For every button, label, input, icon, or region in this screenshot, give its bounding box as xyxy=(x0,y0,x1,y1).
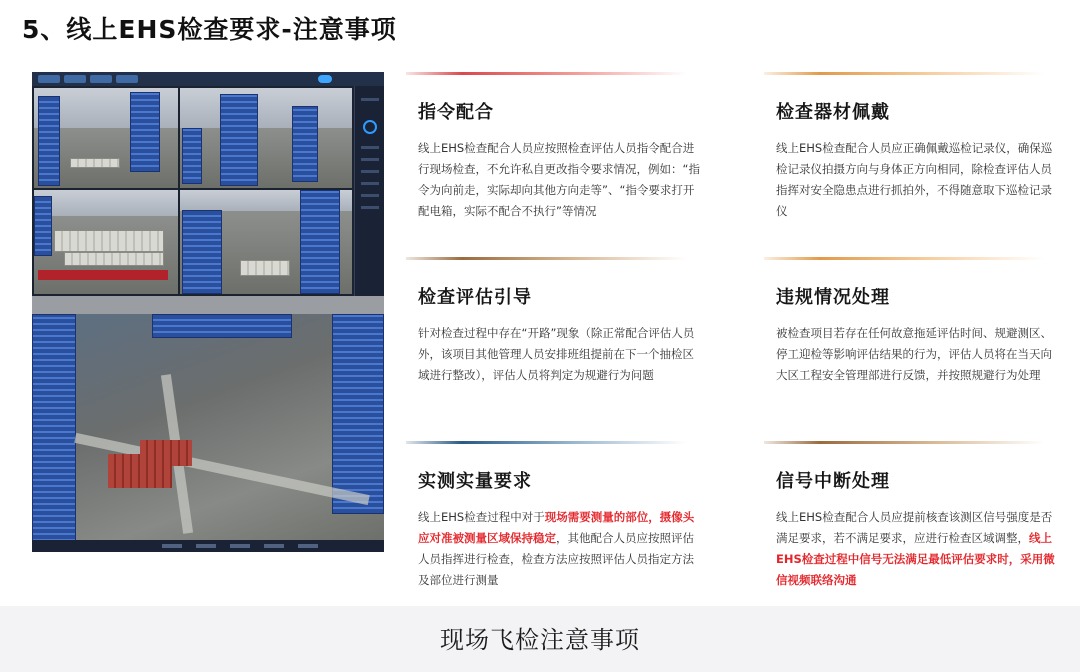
section-violation-handling xyxy=(764,257,1064,437)
section-body xyxy=(776,507,1058,591)
camera-feed-large xyxy=(32,314,384,552)
section-equipment-wearing xyxy=(764,72,1064,252)
camera-toolbar xyxy=(32,72,384,86)
body-text: 线上EHS检查配合人员应提前核查该测区信号强度是否满足要求，若不满足要求，应进行检查区域调整， xyxy=(776,510,1053,545)
footer-bar xyxy=(0,606,1080,672)
section-body xyxy=(776,323,1058,386)
toolbar-tab xyxy=(38,75,60,83)
section-measurement-requirements xyxy=(406,441,706,601)
section-rule xyxy=(764,441,1044,444)
feed-divider xyxy=(32,296,384,314)
section-rule xyxy=(406,257,686,260)
section-title: 检查评估引导 xyxy=(418,287,532,308)
camera-feed xyxy=(180,190,352,294)
footer-caption: 现场飞检注意事项 xyxy=(440,626,640,654)
section-signal-interruption xyxy=(764,441,1064,601)
highlight-text: 线上EHS检查过程中信号无法满足最低评估要求时，采用微信视频联络沟通 xyxy=(776,531,1055,587)
toolbar-tab xyxy=(64,75,86,83)
section-body xyxy=(418,507,700,591)
section-instruction-cooperation xyxy=(406,72,706,252)
section-title: 信号中断处理 xyxy=(776,471,890,492)
section-rule xyxy=(764,257,1044,260)
section-rule xyxy=(406,72,686,75)
highlight-text: 现场需要测量的部位，摄像头应对准被测量区域保持稳定 xyxy=(418,510,695,545)
body-text: 被检查项目若存在任何故意拖延评估时间、规避测区、停工迎检等影响评估结果的行为，评估人员将在当天向大区工程安全管理部进行反馈，并按照规避行为处理 xyxy=(776,326,1052,382)
slide-title: 5、线上EHS检查要求-注意事项 xyxy=(22,15,397,44)
body-text: 针对检查过程中存在“开路”现象（除正常配合评估人员外，该项目其他管理人员安排班组提前在下一个抽检区域进行整改），评估人员将判定为规避行为问题 xyxy=(418,326,695,382)
body-text: 线上EHS检查过程中对于 xyxy=(418,510,545,524)
body-text: ，其他配合人员应按照评估人员指挥进行检查，检查方法应按照评估人员指定方法及部位进行测量 xyxy=(418,531,694,587)
camera-feed xyxy=(34,88,178,188)
section-title: 实测实量要求 xyxy=(418,471,532,492)
toggle-icon xyxy=(318,75,332,83)
section-body xyxy=(776,138,1058,222)
section-inspection-guidance xyxy=(406,257,706,437)
camera-feed xyxy=(180,88,352,188)
playback-controls xyxy=(32,540,384,552)
construction-camera-screenshot xyxy=(32,72,384,552)
body-text: 线上EHS检查配合人员应按照检查评估人员指令配合进行现场检查，不允许私自更改指令要求情况，例如：“指令为向前走，实际却向其他方向走等”、“指令要求打开配电箱，实际不配合不执行”等情况 xyxy=(418,141,700,218)
camera-feed xyxy=(34,190,178,294)
toolbar-tab xyxy=(116,75,138,83)
section-title: 检查器材佩戴 xyxy=(776,102,890,123)
toolbar-tab xyxy=(90,75,112,83)
section-body xyxy=(418,138,700,222)
body-text: 线上EHS检查配合人员应正确佩戴巡检记录仪，确保巡检记录仪拍摄方向与身体正方向相同，除检查评估人员指挥对安全隐患点进行抓拍外，不得随意取下巡检记录仪 xyxy=(776,141,1053,218)
section-rule xyxy=(406,441,686,444)
section-rule xyxy=(764,72,1044,75)
section-body xyxy=(418,323,700,386)
section-title: 指令配合 xyxy=(418,102,494,123)
section-title: 违规情况处理 xyxy=(776,287,890,308)
